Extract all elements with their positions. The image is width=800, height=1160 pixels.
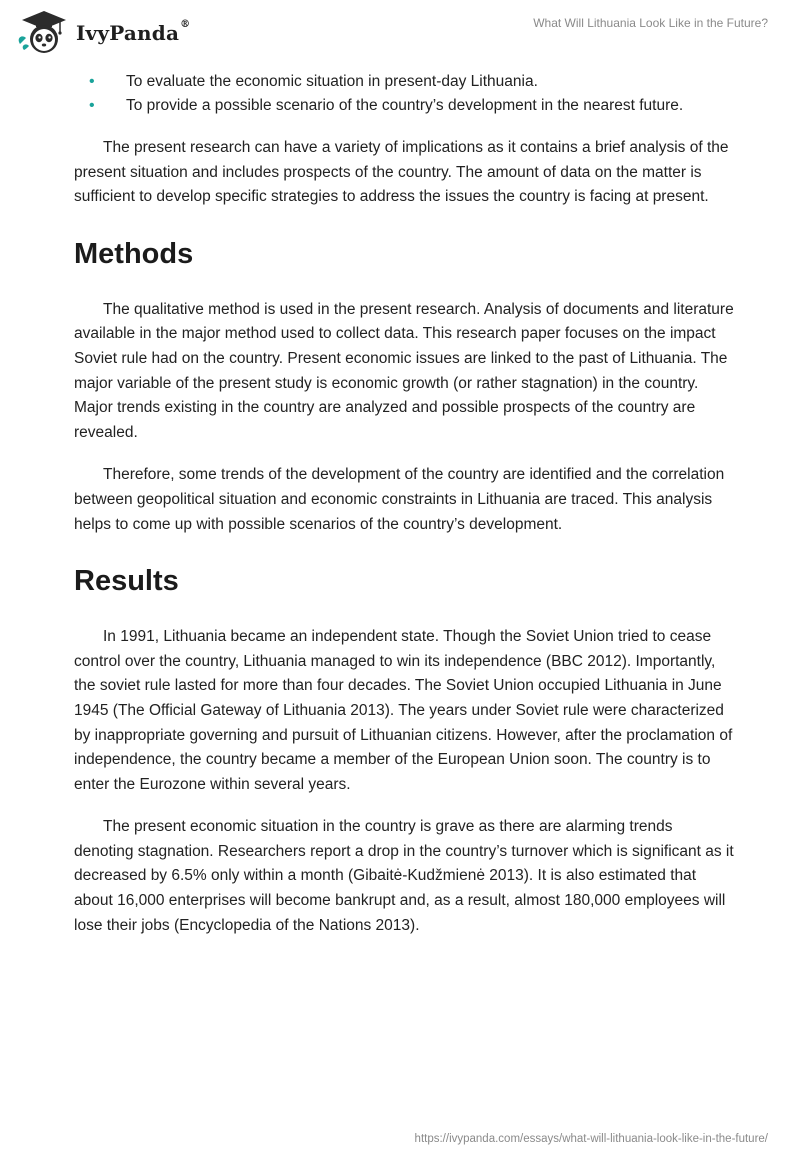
results-paragraph: The present economic situation in the country is grave as there are alarming trends denoting stagnation. Researchers report a drop in the country’s turnover which is significant as it decreased by 6.5% only within a month (Gibaitė-Kudžmienė 2013). It is also estimated that about 16,000 enterprises will become bankrupt and, as a result, almost 180,000 employees will lose their jobs (Encyclopedia of the Nations 2013). bbox=[74, 818, 734, 934]
source-url[interactable]: https://ivypanda.com/essays/what-will-lithuania-look-like-in-the-future/ bbox=[414, 1133, 768, 1145]
objectives-list bbox=[74, 70, 734, 118]
page-header bbox=[0, 0, 800, 64]
methods-heading: Methods bbox=[74, 237, 194, 270]
methods-paragraph: Therefore, some trends of the development of the country are identified and the correlation between geopolitical situation and economic constraints in Lithuania are traced. This analysis helps to come up with possible scenarios of the country’s development. bbox=[74, 466, 725, 533]
panda-logo-icon bbox=[14, 8, 70, 56]
intro-paragraph: The present research can have a variety of implications as it contains a brief analysis of the present situation and includes prospects of the country. The amount of data on the matter is sufficient to develop specific strategies to address the issues the country is facing at present. bbox=[74, 139, 729, 206]
essay-content bbox=[74, 70, 734, 938]
list-item: • To provide a possible scenario of the country’s development in the nearest future. bbox=[74, 94, 734, 118]
brand-name: IvyPanda® bbox=[76, 19, 191, 45]
results-paragraph: In 1991, Lithuania became an independent state. Though the Soviet Union tried to cease control over the country, Lithuania managed to win its independence (BBC 2012). Importantly, the soviet rule lasted for more than four decades. The Soviet Union occupied Lithuania in June 1945 (The Official Gateway of Lithuania 2013). The years under Soviet rule were characterized by inappropriate governing and pursuit of Lithuanian citizens. However, after the proclamation of independence, the country became a member of the European Union soon. The country is to enter the Eurozone within several years. bbox=[74, 628, 733, 793]
bullet-icon: • bbox=[89, 97, 95, 114]
list-item: • To evaluate the economic situation in present-day Lithuania. bbox=[74, 70, 734, 94]
methods-paragraph: The qualitative method is used in the present research. Analysis of documents and literature available in the major method used to collect data. This research paper focuses on the impact Soviet rule had on the country. Present economic issues are linked to the past of Lithuania. The major variable of the present study is economic growth (or rather stagnation) in the country. Major trends existing in the country are analyzed and possible prospects of the country are revealed. bbox=[74, 300, 734, 441]
bullet-icon: • bbox=[89, 73, 95, 90]
document-title: What Will Lithuania Look Like in the Future? bbox=[533, 16, 768, 30]
results-heading: Results bbox=[74, 565, 179, 598]
brand-logo[interactable] bbox=[14, 8, 190, 56]
